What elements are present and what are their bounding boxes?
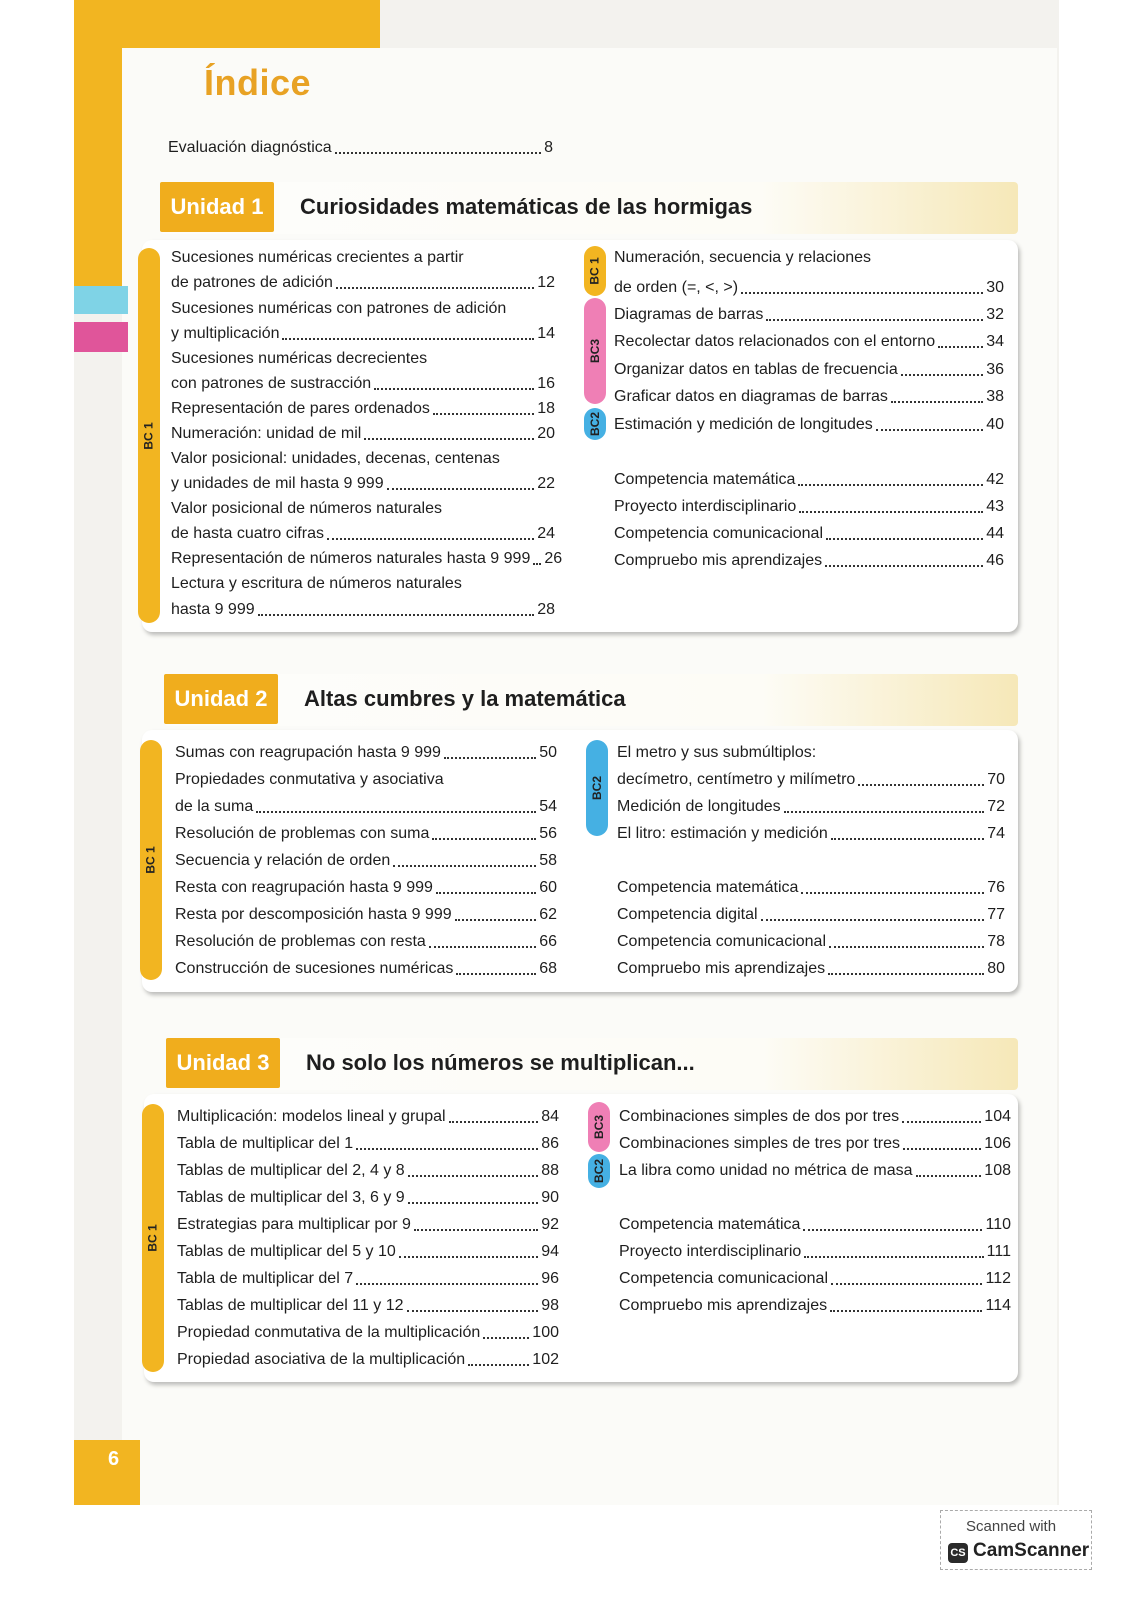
entry-text: Propiedad conmutativa de la multiplicación [177,1324,481,1341]
leader-dots [938,346,983,348]
entry-page: 66 [539,933,557,950]
toc-entry[interactable] [617,932,1005,952]
toc-entry[interactable] [177,1296,559,1316]
leader-dots [804,1256,983,1258]
toc-entry[interactable] [175,797,557,817]
unit2-tag: Unidad 2 [164,674,278,724]
toc-entry[interactable] [177,1107,559,1127]
toc-entry[interactable] [617,770,1005,790]
entry-page: 54 [539,798,557,815]
leader-dots [432,838,536,840]
entry-text: Construcción de sucesiones numéricas [175,960,454,977]
entry-text: Combinaciones simples de dos por tres [619,1108,900,1125]
entry-page: 38 [986,388,1004,405]
toc-entry-line: Valor posicional de números naturales [171,500,442,517]
leader-dots [468,1364,529,1366]
leader-dots [282,338,534,340]
unit3-tag: Unidad 3 [166,1038,280,1088]
entry-page: 34 [986,333,1004,350]
entry-page: 102 [532,1351,559,1368]
leader-dots [784,811,985,813]
leader-dots [858,784,984,786]
entry-text: Sumas con reagrupación hasta 9 999 [175,744,441,761]
leader-dots [414,1229,538,1231]
leader-dots [830,1310,982,1312]
leader-dots [364,438,534,440]
entry-page: 62 [539,906,557,923]
unit2-block-bc2: BC2 [586,740,608,836]
entry-page: 26 [544,550,563,567]
toc-entry[interactable] [619,1296,1011,1316]
leader-dots [256,811,536,813]
entry-page: 22 [537,475,555,492]
entry-page: 68 [539,960,557,977]
leader-dots [533,563,541,565]
entry-text: de patrones de adición [171,274,333,291]
leader-dots [356,1148,538,1150]
entry-page: 76 [987,879,1005,896]
toc-entry[interactable] [177,1215,559,1235]
unit1-block-bc2: BC2 [584,408,606,440]
toc-entry-line: Valor posicional: unidades, decenas, centenas [171,450,500,467]
toc-entry[interactable] [619,1242,1011,1262]
entry-page: 8 [544,139,553,156]
entry-text: Diagramas de barras [614,306,764,323]
left-color-band [74,0,122,290]
page-title: Índice [204,62,312,103]
entry-page: 42 [986,471,1004,488]
unit3-title: No solo los números se multiplican... [306,1050,695,1075]
unit3-block-bc1: BC 1 [142,1104,164,1372]
toc-entry[interactable] [175,743,557,763]
entry-text: Secuencia y relación de orden [175,852,391,869]
entry-text: Resolución de problemas con resta [175,933,426,950]
toc-entry[interactable] [617,797,1005,817]
leader-dots [336,287,534,289]
toc-entry[interactable] [171,549,563,569]
toc-entry[interactable] [619,1269,1011,1289]
leader-dots [798,484,983,486]
leader-dots [407,1310,539,1312]
entry-text: de orden (=, <, >) [614,279,739,296]
leader-dots [901,374,983,376]
entry-text: hasta 9 999 [171,601,255,618]
toc-entry[interactable] [614,332,1004,352]
leader-dots [902,1121,981,1123]
entry-text: La libra como unidad no métrica de masa [619,1162,913,1179]
toc-entry-line: Sucesiones numéricas crecientes a partir [171,249,464,266]
entry-text: Tablas de multiplicar del 5 y 10 [177,1243,396,1260]
entry-text: Tablas de multiplicar del 11 y 12 [177,1297,404,1314]
leader-dots [828,973,984,975]
entry-page: 18 [537,400,555,417]
leader-dots [429,946,536,948]
toc-entry[interactable] [171,399,555,419]
entry-page: 74 [987,825,1005,842]
entry-text: Tabla de multiplicar del 7 [177,1270,354,1287]
leader-dots [761,919,985,921]
unit1-block-bc1-left: BC 1 [138,248,160,623]
toc-entry[interactable] [171,524,555,544]
entry-page: 70 [987,771,1005,788]
leader-dots [433,413,534,415]
leader-dots [444,757,536,759]
toc-entry-line: Propiedades conmutativa y asociativa [175,771,444,788]
toc-entry[interactable] [619,1161,1011,1181]
entry-page: 108 [984,1162,1011,1179]
toc-entry[interactable] [175,851,557,871]
entry-text: Proyecto interdisciplinario [614,498,797,515]
entry-page: 36 [986,361,1004,378]
entry-page: 32 [986,306,1004,323]
entry-text: Medición de longitudes [617,798,781,815]
scanner-brand: CamScanner [973,1540,1090,1561]
entry-page: 43 [986,498,1004,515]
entry-text: Graficar datos en diagramas de barras [614,388,888,405]
camscanner-logo-icon: CS [948,1543,968,1563]
entry-text: Compruebo mis aprendizajes [617,960,826,977]
toc-entry-line: Sucesiones numéricas decrecientes [171,350,428,367]
leader-dots [327,538,534,540]
entry-text: Evaluación diagnóstica [168,139,332,156]
leader-dots [399,1256,538,1258]
toc-entry[interactable] [619,1107,1011,1127]
toc-entry[interactable] [175,878,557,898]
entry-page: 77 [987,906,1005,923]
entry-page: 111 [986,1243,1011,1260]
leader-dots [831,1283,982,1285]
toc-entry-line: Sucesiones numéricas con patrones de adición [171,300,507,317]
leader-dots [335,152,541,154]
entry-page: 28 [537,601,555,618]
page-number: 6 [108,1448,120,1470]
leader-dots [408,1202,539,1204]
entry-text: de hasta cuatro cifras [171,525,324,542]
entry-text: de la suma [175,798,254,815]
entry-text: Representación de números naturales hasta 9 999 [171,550,531,567]
toc-entry[interactable] [614,551,1004,571]
page-number-box [74,1440,140,1505]
toc-entry[interactable] [175,905,557,925]
toc-entry[interactable] [177,1161,559,1181]
entry-text: Representación de pares ordenados [171,400,430,417]
entry-page: 106 [984,1135,1011,1152]
entry-text: Tabla de multiplicar del 1 [177,1135,354,1152]
toc-entry[interactable] [617,905,1005,925]
entry-page: 114 [985,1297,1011,1314]
leader-dots [258,614,535,616]
entry-page: 60 [539,879,557,896]
toc-entry[interactable] [614,387,1004,407]
entry-page: 94 [541,1243,559,1260]
toc-entry[interactable] [177,1134,559,1154]
entry-text: Competencia digital [617,906,758,923]
toc-entry-line: El metro y sus submúltiplos: [617,744,817,761]
toc-entry[interactable] [177,1242,559,1262]
leader-dots [891,401,983,403]
toc-entry[interactable] [171,374,555,394]
entry-text: con patrones de sustracción [171,375,372,392]
leader-dots [393,865,536,867]
entry-page: 104 [984,1108,1011,1125]
entry-page: 50 [539,744,557,761]
entry-page: 14 [537,325,555,342]
entry-text: Competencia comunicacional [614,525,823,542]
unit1-block-bc1-right: BC 1 [584,246,606,296]
entry-page: 30 [986,279,1004,296]
leader-dots [456,973,536,975]
toc-entry[interactable] [619,1215,1011,1235]
entry-page: 24 [537,525,555,542]
toc-entry[interactable] [617,824,1005,844]
entry-page: 90 [541,1189,559,1206]
entry-text: Estrategias para multiplicar por 9 [177,1216,411,1233]
toc-entry[interactable] [177,1350,559,1370]
toc-entry[interactable] [177,1323,559,1343]
toc-entry[interactable] [614,278,1004,298]
toc-entry[interactable] [614,470,1004,490]
entry-text: Competencia comunicacional [619,1270,828,1287]
entry-text: Recolectar datos relacionados con el entorno [614,333,936,350]
unit1-block-bc3: BC3 [584,298,606,404]
entry-text: decímetro, centímetro y milímetro [617,771,856,788]
leader-dots [903,1148,981,1150]
toc-entry[interactable] [614,415,1004,435]
entry-text: Competencia matemática [619,1216,801,1233]
leader-dots [825,565,983,567]
leader-dots [483,1337,529,1339]
entry-text: y unidades de mil hasta 9 999 [171,475,384,492]
leader-dots [876,429,983,431]
unit3-block-bc3: BC3 [588,1102,610,1152]
leader-dots [455,919,537,921]
toc-entry[interactable] [175,824,557,844]
leader-dots [741,292,983,294]
leader-dots [799,511,983,513]
entry-text: Resta con reagrupación hasta 9 999 [175,879,433,896]
entry-text: Numeración: unidad de mil [171,425,362,442]
entry-text: Compruebo mis aprendizajes [614,552,823,569]
pink-tab [74,322,128,352]
toc-entry[interactable] [171,273,555,293]
entry-page: 80 [987,960,1005,977]
toc-entry[interactable] [614,497,1004,517]
entry-text: Compruebo mis aprendizajes [619,1297,828,1314]
entry-text: Tablas de multiplicar del 3, 6 y 9 [177,1189,405,1206]
toc-entry[interactable] [614,305,1004,325]
entry-page: 98 [541,1297,559,1314]
leader-dots [387,488,535,490]
leader-dots [436,892,536,894]
entry-text: Multiplicación: modelos lineal y grupal [177,1108,446,1125]
entry-page: 88 [541,1162,559,1179]
unit1-tag: Unidad 1 [160,182,274,232]
entry-text: Estimación y medición de longitudes [614,416,873,433]
toc-entry[interactable] [171,600,555,620]
entry-text: Organizar datos en tablas de frecuencia [614,361,898,378]
entry-text: y multiplicación [171,325,280,342]
toc-entry-diagnostic[interactable] [168,138,553,158]
entry-text: Resta por descomposición hasta 9 999 [175,906,452,923]
entry-page: 72 [987,798,1005,815]
unit2-block-bc1: BC 1 [140,740,162,980]
unit3-block-bc2: BC2 [588,1154,610,1188]
entry-page: 84 [541,1108,559,1125]
entry-text: Combinaciones simples de tres por tres [619,1135,901,1152]
unit2-title: Altas cumbres y la matemática [304,686,626,711]
toc-entry[interactable] [171,424,555,444]
toc-entry[interactable] [175,959,557,979]
toc-entry[interactable] [177,1188,559,1208]
entry-text: Proyecto interdisciplinario [619,1243,802,1260]
entry-text: Competencia matemática [617,879,799,896]
entry-page: 20 [537,425,555,442]
entry-page: 100 [532,1324,559,1341]
entry-text: Competencia matemática [614,471,796,488]
toc-entry[interactable] [171,474,555,494]
entry-page: 110 [985,1216,1011,1233]
cyan-tab [74,286,128,314]
entry-page: 86 [541,1135,559,1152]
entry-page: 44 [986,525,1004,542]
entry-page: 12 [537,274,555,291]
entry-text: Resolución de problemas con suma [175,825,430,842]
entry-text: Tablas de multiplicar del 2, 4 y 8 [177,1162,405,1179]
toc-entry[interactable] [617,959,1005,979]
entry-page: 56 [539,825,557,842]
leader-dots [801,892,984,894]
toc-entry[interactable] [614,360,1004,380]
toc-entry[interactable] [171,324,555,344]
entry-text: Propiedad asociativa de la multiplicación [177,1351,466,1368]
toc-entry[interactable] [614,524,1004,544]
leader-dots [356,1283,538,1285]
leader-dots [829,946,984,948]
leader-dots [826,538,983,540]
entry-text: Competencia comunicacional [617,933,826,950]
entry-page: 16 [537,375,555,392]
leader-dots [374,388,534,390]
unit1-title: Curiosidades matemáticas de las hormigas [300,194,753,219]
toc-entry-line: Lectura y escritura de números naturales [171,575,462,592]
leader-dots [831,838,984,840]
scanner-caption: Scanned with [966,1518,1057,1535]
entry-text: El litro: estimación y medición [617,825,828,842]
entry-page: 46 [986,552,1004,569]
entry-page: 112 [985,1270,1011,1287]
leader-dots [916,1175,982,1177]
toc-entry[interactable] [619,1134,1011,1154]
leader-dots [803,1229,982,1231]
toc-entry[interactable] [177,1269,559,1289]
toc-entry-line: Numeración, secuencia y relaciones [614,249,872,266]
entry-page: 78 [987,933,1005,950]
leader-dots [766,319,983,321]
leader-dots [449,1121,539,1123]
entry-page: 40 [986,416,1004,433]
toc-entry[interactable] [617,878,1005,898]
entry-page: 96 [541,1270,559,1287]
toc-entry[interactable] [175,932,557,952]
leader-dots [408,1175,539,1177]
entry-page: 92 [541,1216,559,1233]
entry-page: 58 [539,852,557,869]
